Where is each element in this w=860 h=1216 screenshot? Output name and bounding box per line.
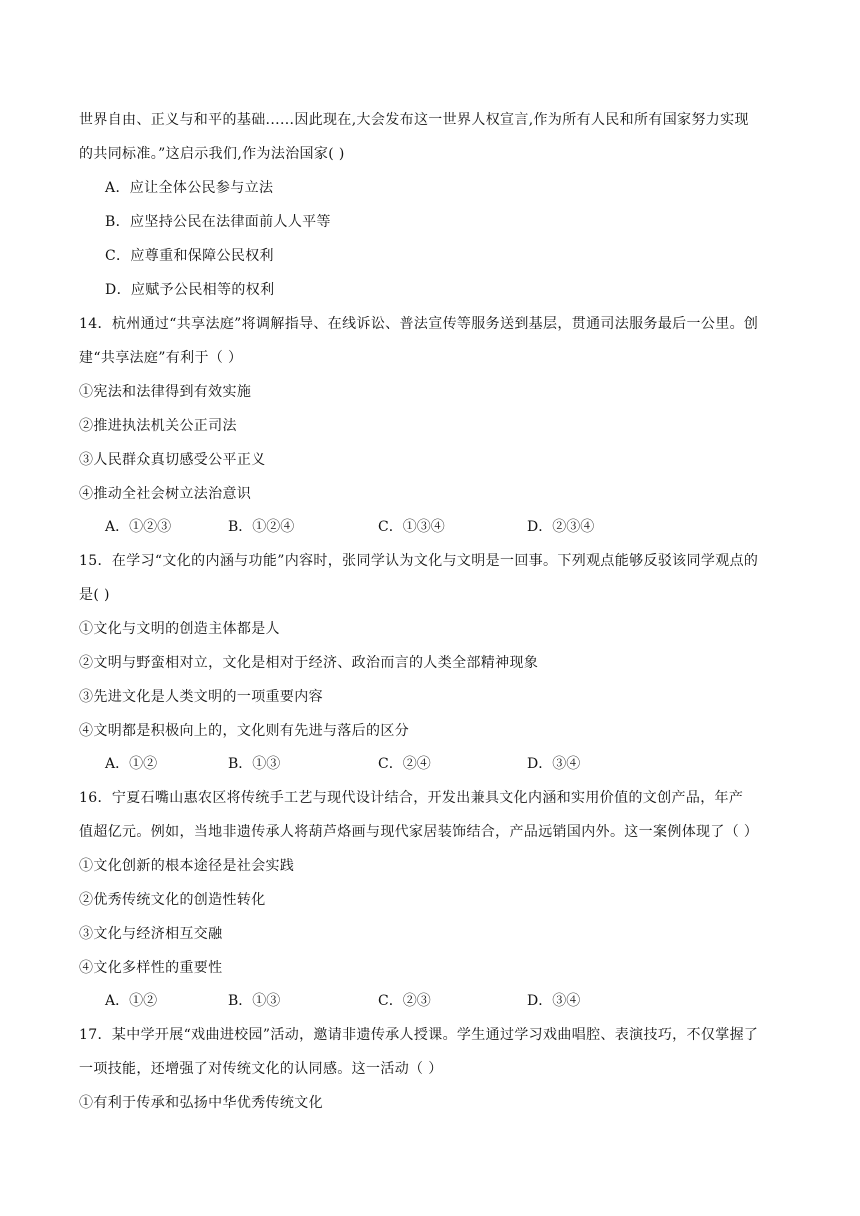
q16-stem-line-1: 16．宁夏石嘴山惠农区将传统手工艺与现代设计结合，开发出兼具文化内涵和实用价值的文创产品，年产 (79, 790, 744, 806)
q13-option-d: D．应赋予公民相等的权利 (105, 282, 275, 298)
q16-choice-d: D．③④ (527, 993, 581, 1009)
q14-choice-b: B．①②④ (228, 519, 295, 535)
q16-statement-3: ③文化与经济相互交融 (79, 926, 223, 942)
q15-statement-1: ①文化与文明的创造主体都是人 (79, 621, 280, 637)
q16-stem-line-2: 值超亿元。例如，当地非遗传承人将葫芦烙画与现代家居装饰结合，产品远销国内外。这一案例体现了（ ） (79, 824, 759, 840)
q15-stem-line-1: 15．在学习“文化的内涵与功能”内容时，张同学认为文化与文明是一回事。下列观点能够反驳该同学观点的 (79, 553, 759, 569)
q15-choice-d: D．③④ (527, 756, 581, 772)
q14-statement-1: ①宪法和法律得到有效实施 (79, 384, 252, 400)
q16-choice-c: C．②③ (378, 993, 431, 1009)
q14-stem-line-2: 建“共享法庭”有利于（ ） (79, 350, 243, 366)
q14-statement-3: ③人民群众真切感受公平正义 (79, 452, 266, 468)
q14-stem-line-1: 14．杭州通过“共享法庭”将调解指导、在线诉讼、普法宣传等服务送到基层，贯通司法服务最后一公里。创 (79, 316, 759, 332)
q17-stem-line-2: 一项技能，还增强了对传统文化的认同感。这一活动（ ） (79, 1061, 443, 1077)
q14-choice-c: C．①③④ (378, 519, 445, 535)
q15-choice-b: B．①③ (228, 756, 281, 772)
q15-choice-c: C．②④ (378, 756, 431, 772)
q14-choice-d: D．②③④ (527, 519, 595, 535)
q16-statement-1: ①文化创新的根本途径是社会实践 (79, 858, 295, 874)
q17-statement-1: ①有利于传承和弘扬中华优秀传统文化 (79, 1095, 323, 1111)
q13-stem-line-1: 世界自由、正义与和平的基础......因此现在,大会发布这一世界人权宣言,作为所有人民和所有国家努力实现 (79, 112, 749, 128)
q13-stem-line-2: 的共同标准。”这启示我们,作为法治国家( ) (79, 146, 345, 162)
q14-statement-4: ④推动全社会树立法治意识 (79, 486, 252, 502)
q16-statement-2: ②优秀传统文化的创造性转化 (79, 892, 266, 908)
q17-stem-line-1: 17．某中学开展“戏曲进校园”活动，邀请非遗传承人授课。学生通过学习戏曲唱腔、表演技巧，不仅掌握了 (79, 1027, 759, 1043)
q13-option-b: B．应坚持公民在法律面前人人平等 (105, 214, 331, 230)
q15-stem-line-2: 是( ) (79, 587, 110, 603)
q13-option-a: A．应让全体公民参与立法 (105, 180, 274, 196)
q13-option-c: C．应尊重和保障公民权利 (105, 248, 274, 264)
q14-choice-a: A．①②③ (105, 519, 172, 535)
q15-statement-3: ③先进文化是人类文明的一项重要内容 (79, 689, 323, 705)
q16-choice-b: B．①③ (228, 993, 281, 1009)
q16-choice-a: A．①② (105, 993, 158, 1009)
q14-statement-2: ②推进执法机关公正司法 (79, 418, 237, 434)
q15-statement-4: ④文明都是积极向上的，文化则有先进与落后的区分 (79, 723, 410, 739)
q15-statement-2: ②文明与野蛮相对立，文化是相对于经济、政治而言的人类全部精神现象 (79, 655, 539, 671)
q16-statement-4: ④文化多样性的重要性 (79, 960, 223, 976)
q15-choice-a: A．①② (105, 756, 158, 772)
